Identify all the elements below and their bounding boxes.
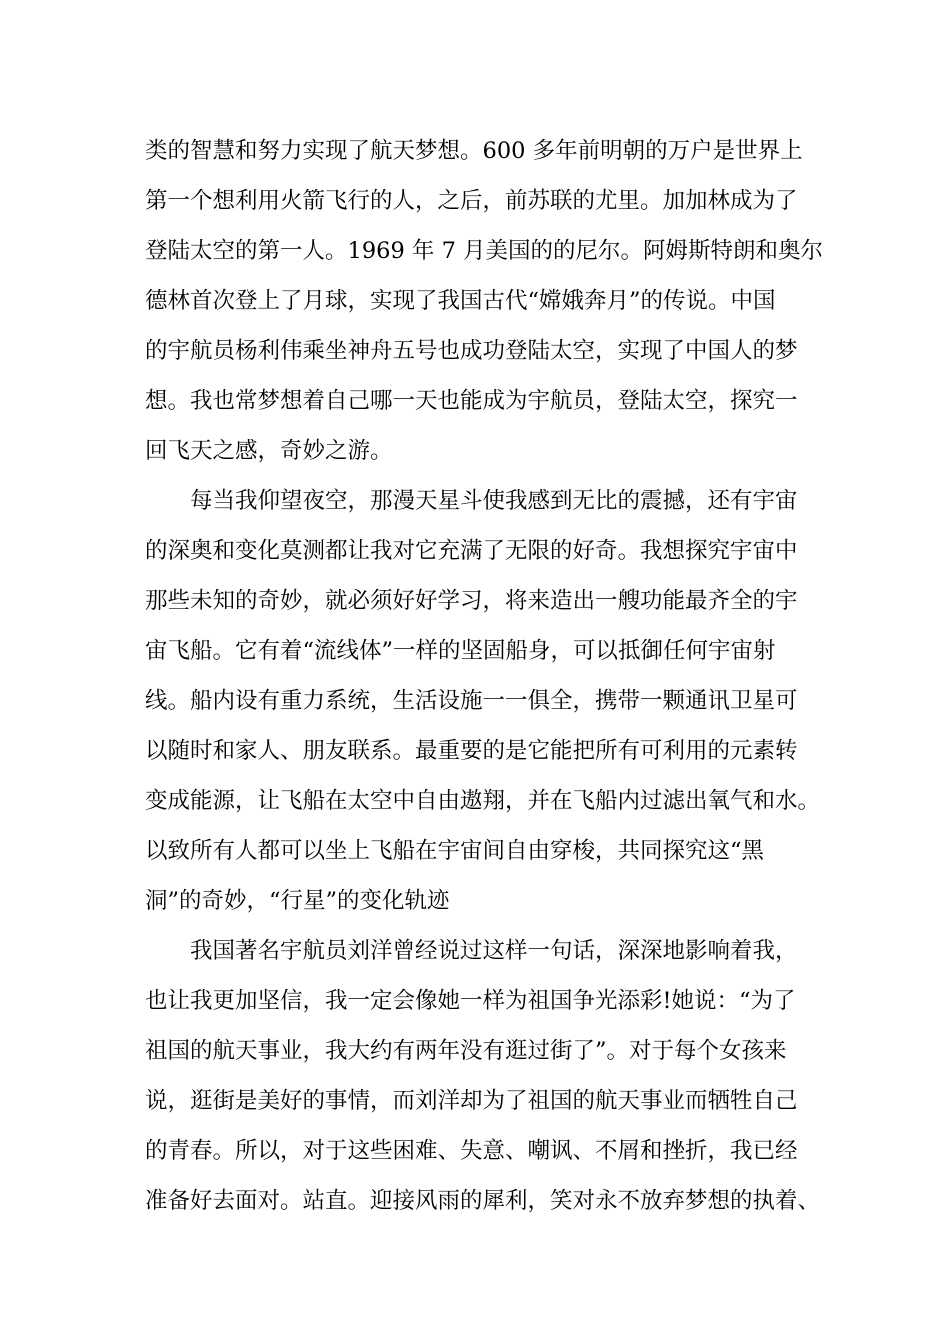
text-line: 我国著名宇航员刘洋曾经说过这样一句话，深深地影响着我， <box>190 938 798 964</box>
text-line: 说，逛街是美好的事情，而刘洋却为了祖国的航天事业而牺牲自己 <box>145 1088 798 1114</box>
text-line: 线。船内设有重力系统，生活设施一一俱全，携带一颗通讯卫星可 <box>145 688 798 714</box>
text-line: 准备好去面对。站直。迎接风雨的犀利，笑对永不放弃梦想的执着、 <box>145 1188 821 1214</box>
text-line: 德林首次登上了月球，实现了我国古代“嫦娥奔月”的传说。中国 <box>145 288 776 314</box>
text-line: 的深奥和变化莫测都让我对它充满了无限的好奇。我想探究宇宙中 <box>145 538 798 564</box>
text-line: 回飞天之感，奇妙之游。 <box>145 438 393 464</box>
paragraph-2 <box>145 476 825 926</box>
text-line: 想。我也常梦想着自己哪一天也能成为宇航员，登陆太空，探究一 <box>145 388 798 414</box>
text-line: 宙飞船。它有着“流线体”一样的坚固船身，可以抵御任何宇宙射 <box>145 638 776 664</box>
text-line: 每当我仰望夜空，那漫天星斗使我感到无比的震撼，还有宇宙 <box>190 488 798 514</box>
text-line: 第一个想利用火箭飞行的人，之后，前苏联的尤里。加加林成为了 <box>145 188 798 214</box>
paragraph-3 <box>145 926 825 1226</box>
text-line: 以随时和家人、朋友联系。最重要的是它能把所有可利用的元素转 <box>145 738 798 764</box>
text-line: 类的智慧和努力实现了航天梦想。600 多年前明朝的万户是世界上 <box>145 138 803 164</box>
text-line: 祖国的航天事业，我大约有两年没有逛过街了”。对于每个女孩来 <box>145 1038 787 1064</box>
text-line: 以致所有人都可以坐上飞船在宇宙间自由穿梭，共同探究这“黑 <box>145 838 765 864</box>
text-line: 变成能源，让飞船在太空中自由遨翔，并在飞船内过滤出氧气和水。 <box>145 788 821 814</box>
text-line: 那些未知的奇妙，就必须好好学习，将来造出一艘功能最齐全的宇 <box>145 588 798 614</box>
text-line: 也让我更加坚信，我一定会像她一样为祖国争光添彩!她说：“为了 <box>145 988 796 1014</box>
text-line: 登陆太空的第一人。1969 年 7 月美国的的尼尔。阿姆斯特朗和奥尔 <box>145 238 824 264</box>
text-line: 洞”的奇妙，“行星”的变化轨迹 <box>145 888 450 914</box>
document-body <box>145 126 825 1226</box>
text-line: 的青春。所以，对于这些困难、失意、嘲讽、不屑和挫折，我已经 <box>145 1138 798 1164</box>
text-line: 的宇航员杨利伟乘坐神舟五号也成功登陆太空，实现了中国人的梦 <box>145 338 798 364</box>
paragraph-1 <box>145 126 825 476</box>
